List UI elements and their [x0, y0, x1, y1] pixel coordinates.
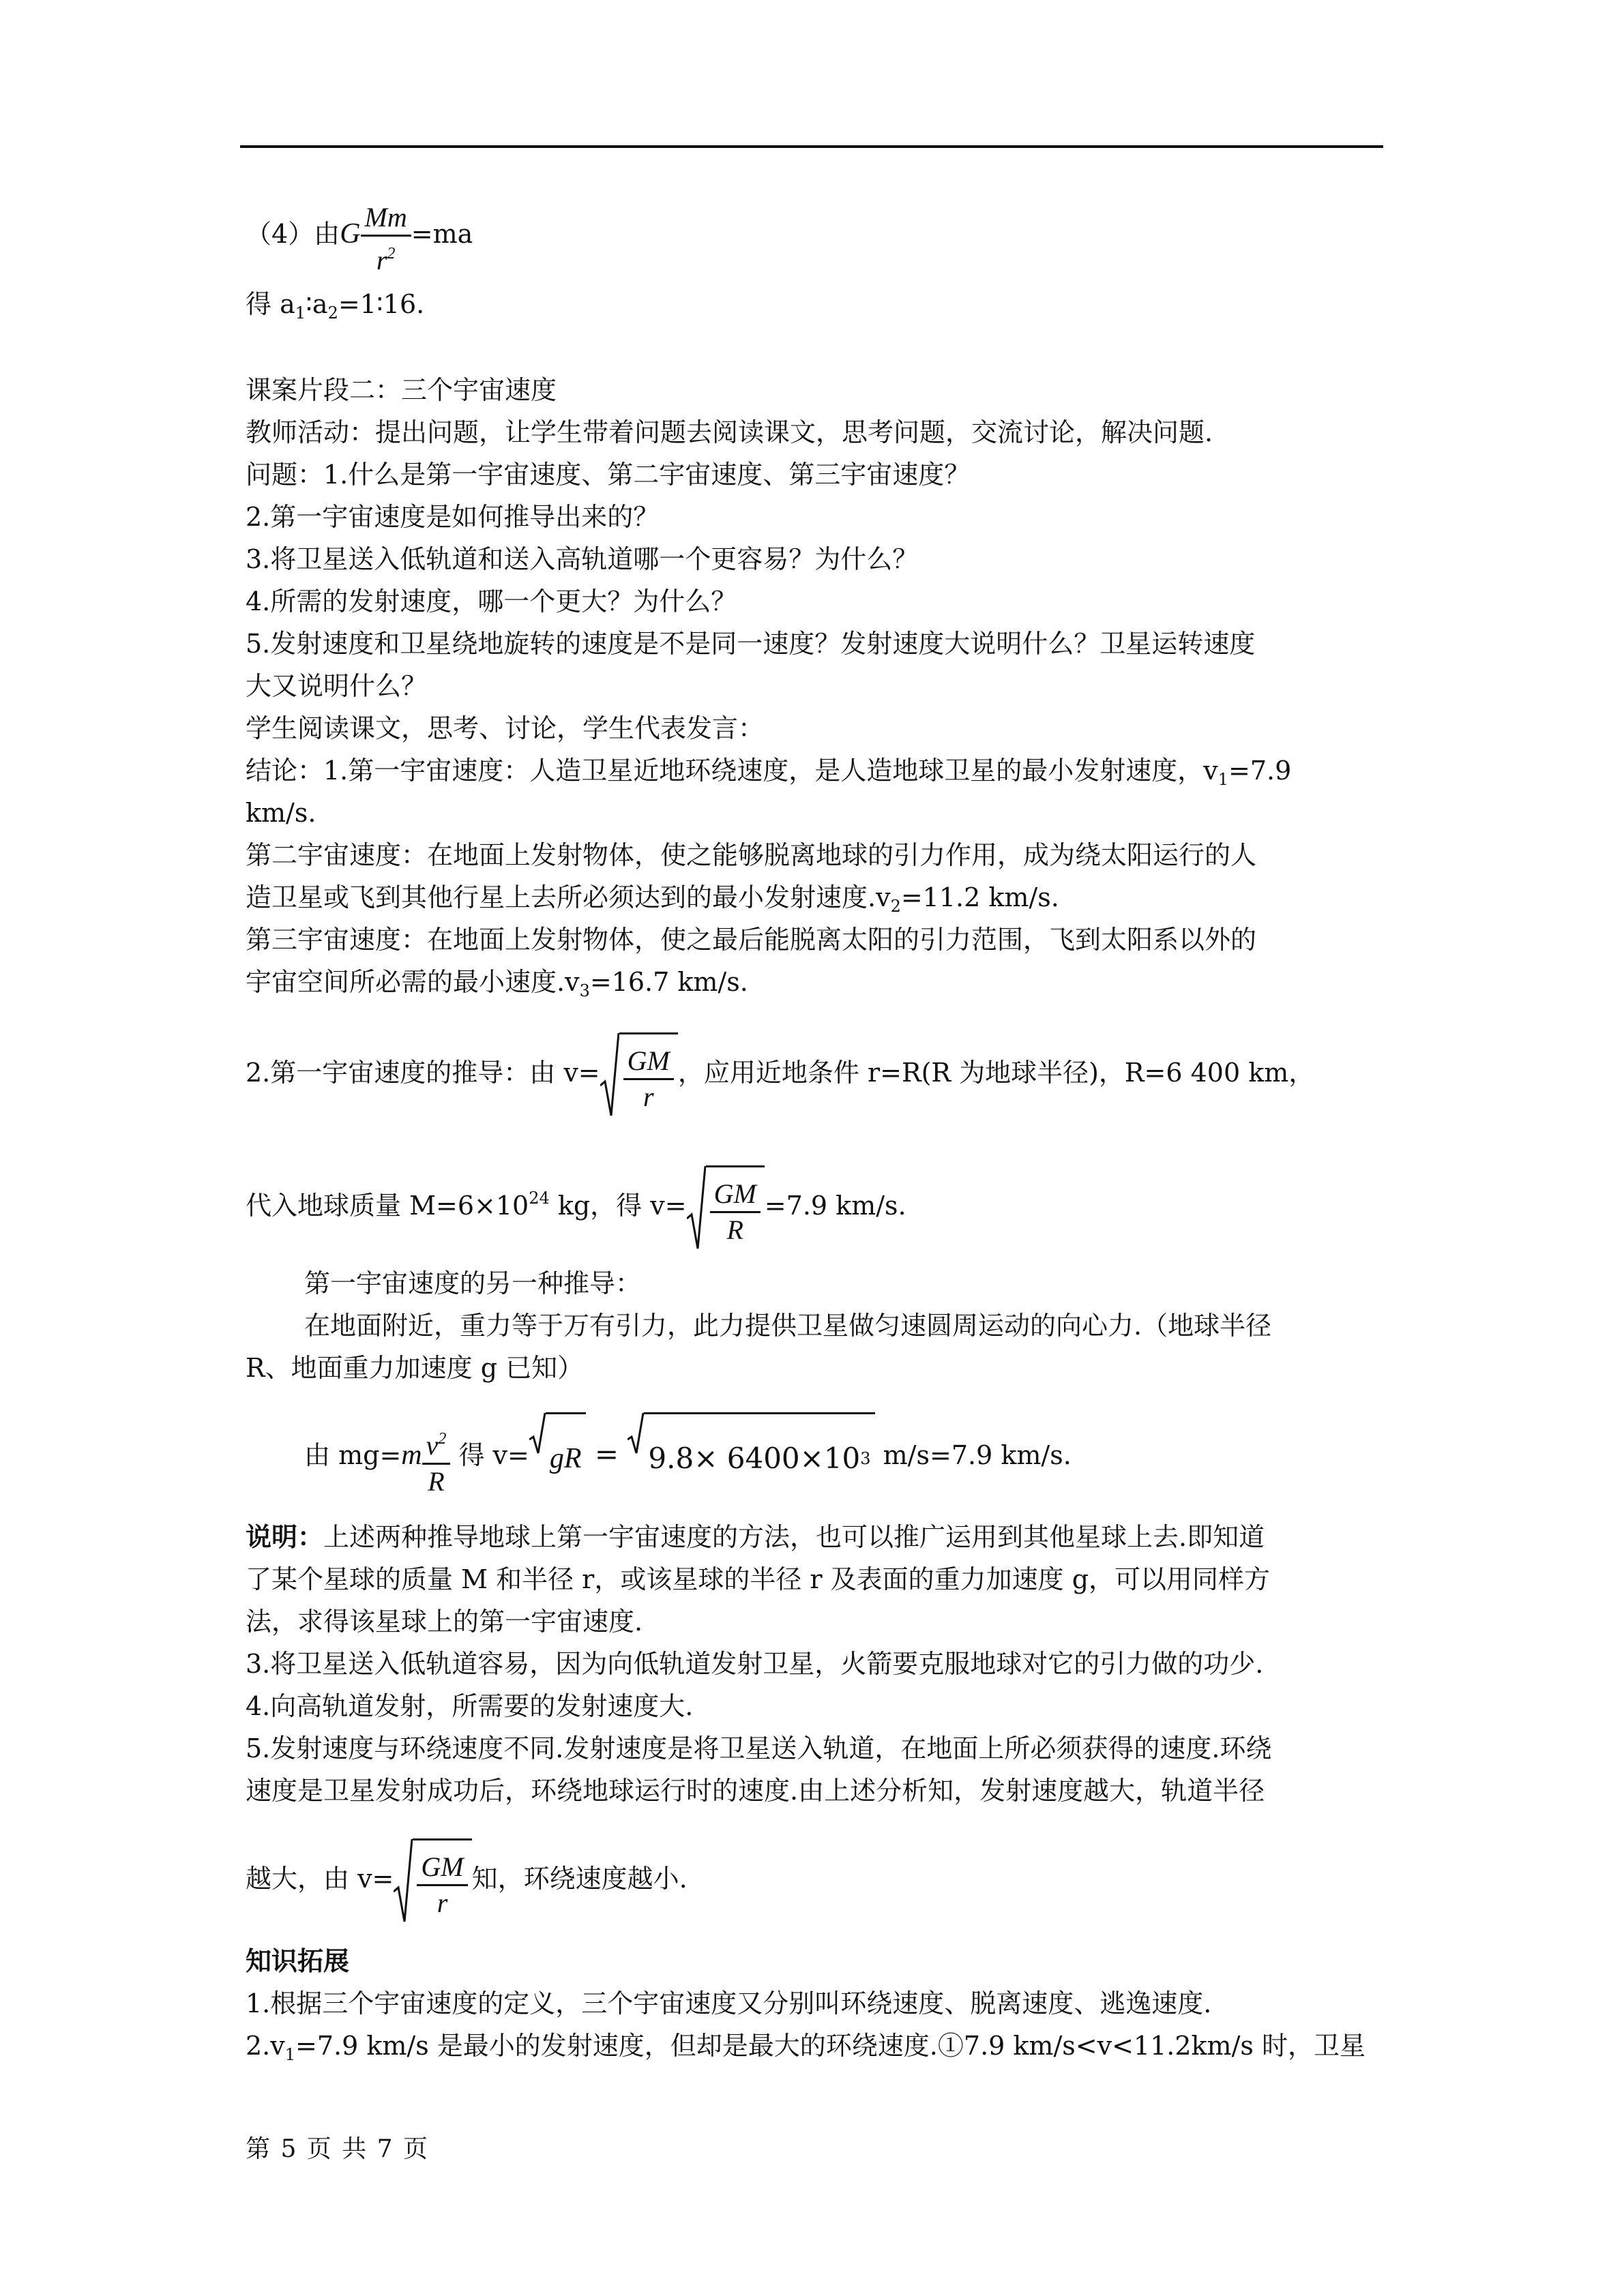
den-r: r	[376, 245, 387, 275]
fraction	[623, 1044, 674, 1114]
t: 得 a	[246, 289, 295, 319]
sub: 1	[295, 303, 306, 323]
denominator: r	[623, 1078, 674, 1114]
text-line: 4.所需的发射速度，哪一个更大？为什么？	[246, 586, 737, 616]
formula-line-v-sqrt-gm-R	[246, 1154, 906, 1245]
text-line: 5.发射速度和卫星绕地旋转的速度是不是同一速度？发射速度大说明什么？卫星运转速度	[246, 629, 1256, 659]
sup: 24	[529, 1189, 550, 1208]
text-line: 2.第一宇宙速度是如何推导出来的？	[246, 502, 660, 532]
symbol-G: G	[340, 218, 361, 250]
text-line: 法，求得该星球上的第一宇宙速度.	[246, 1607, 643, 1637]
text-line	[246, 964, 748, 1009]
text-line: 第二宇宙速度：在地面上发射物体，使之能够脱离地球的引力作用，成为绕太阳运行的人	[246, 840, 1257, 870]
text-line: km/s.	[246, 798, 316, 828]
text: （4）由	[246, 219, 340, 249]
t: 代入地球质量 M=6×10	[246, 1191, 529, 1221]
sqrt-numeric	[628, 1412, 874, 1503]
sub: 2	[327, 303, 338, 323]
section-heading: 知识拓展	[246, 1945, 350, 1976]
t: kg，得 v=	[549, 1191, 687, 1221]
text-line: 了某个星球的质量 M 和半径 r，或该星球的半径 r 及表面的重力加速度 g，可以用同样方	[246, 1564, 1271, 1594]
numerator: Mm	[364, 202, 407, 233]
denominator: R	[710, 1211, 761, 1247]
t: 由 mg=	[304, 1440, 402, 1470]
sub: 2	[890, 897, 901, 916]
text: =ma	[411, 219, 473, 249]
text-line: 速度是卫星发射成功后，环绕地球运行时的速度.由上述分析知，发射速度越大，轨道半径	[246, 1776, 1265, 1806]
text-line: 4.向高轨道发射，所需要的发射速度大.	[246, 1691, 694, 1721]
numerator: GM	[421, 1851, 464, 1882]
page-footer: 第 5 页 共 7 页	[246, 2135, 430, 2163]
text-line	[246, 2028, 1365, 2072]
text-line	[246, 753, 1291, 797]
formula-line-v-sqrt-gm-r	[246, 1028, 1314, 1117]
t: =7.9	[1228, 756, 1292, 786]
text-line: 大又说明什么？	[246, 671, 428, 701]
num-exp: 2	[438, 1430, 447, 1448]
t: 造卫星或飞到其他行星上去所必须达到的最小发射速度.v	[246, 882, 891, 912]
t: 2.第一宇宙速度的推导：由 v=	[246, 1058, 600, 1088]
denominator	[361, 235, 411, 278]
den-exp: 2	[387, 245, 396, 263]
fraction	[417, 1850, 467, 1920]
t: 结论：1.第一宇宙速度：人造卫星近地环绕速度，是人造地球卫星的最小发射速度，v	[246, 756, 1218, 786]
text-line: 教师活动：提出问题，让学生带着问题去阅读课文，思考问题，交流讨论，解决问题.	[246, 417, 1213, 447]
numerator	[422, 1422, 451, 1463]
t: m/s=7.9 km/s.	[874, 1440, 1072, 1470]
text-line: 3.将卫星送入低轨道容易，因为向低轨道发射卫星，火箭要克服地球对它的引力做的功少.	[246, 1649, 1264, 1679]
t: =16.7 km/s.	[589, 967, 748, 997]
t: =1∶16.	[338, 289, 425, 319]
sub: 1	[284, 2045, 296, 2064]
text-line: 3.将卫星送入低轨道和送入高轨道哪一个更容易？为什么？	[246, 544, 919, 574]
t: =	[585, 1437, 628, 1471]
header-rule	[240, 145, 1383, 148]
fraction	[710, 1177, 761, 1247]
t: 9.8× 6400×10	[648, 1442, 861, 1475]
t: 越大，由 v=	[246, 1864, 394, 1894]
text-line: 5.发射速度与环绕速度不同.发射速度是将卫星送入轨道，在地面上所必须获得的速度.环绕	[246, 1733, 1272, 1763]
radicand	[644, 1412, 874, 1503]
t: =7.9 km/s.	[764, 1191, 906, 1221]
formula-line-mg	[304, 1410, 1072, 1499]
radicand: gR	[546, 1412, 586, 1503]
section-title: 课案片段二：三个宇宙速度	[246, 375, 557, 405]
text-line	[246, 1519, 1265, 1555]
denominator: r	[417, 1884, 467, 1920]
sqrt-gm-over-R	[687, 1165, 765, 1251]
note-label: 说明：	[246, 1521, 324, 1552]
t: 得 v=	[450, 1440, 529, 1470]
t: 2.v	[246, 2031, 285, 2061]
sup: 3	[860, 1449, 871, 1468]
sub: 1	[1217, 770, 1229, 789]
text-line: 问题：1.什么是第一宇宙速度、第二宇宙速度、第三宇宙速度？	[246, 460, 971, 490]
numerator: GM	[627, 1045, 670, 1076]
text-line	[246, 880, 1059, 924]
t: 上述两种推导地球上第一宇宙速度的方法，也可以推广运用到其他星球上去.即知道	[323, 1522, 1265, 1552]
text-line: R、地面重力加速度 g 已知）	[246, 1353, 584, 1383]
text-line: 第一宇宙速度的另一种推导：	[304, 1268, 642, 1298]
sqrt-gR	[529, 1412, 586, 1503]
sqrt-gm-over-r	[600, 1032, 678, 1118]
sqrt-gm-over-r	[394, 1838, 471, 1924]
formula-line-gravity	[246, 196, 473, 275]
text-line: 第三宇宙速度：在地面上发射物体，使之最后能脱离太阳的引力范围，飞到太阳系以外的	[246, 925, 1257, 955]
t: ，应用近地条件 r=R(R 为地球半径)，R=6 400 km，	[677, 1058, 1315, 1088]
num-v: v	[426, 1430, 439, 1461]
symbol-m: m	[401, 1440, 422, 1471]
fraction-Mm-over-r2	[361, 200, 411, 278]
sub: 3	[579, 981, 590, 1000]
text-line: 学生阅读课文，思考、讨论，学生代表发言：	[246, 713, 765, 743]
text-line	[246, 286, 424, 331]
fraction-v2-over-R	[422, 1422, 451, 1499]
t: ∶a	[306, 289, 328, 319]
t: 知，环绕速度越小.	[471, 1864, 688, 1894]
t: =7.9 km/s 是最小的发射速度，但却是最大的环绕速度.①7.9 km/s<v<11.2km/s 时，卫星	[295, 2031, 1365, 2061]
t: =11.2 km/s.	[900, 882, 1059, 912]
text-line: 在地面附近，重力等于万有引力，此力提供卫星做匀速圆周运动的向心力.（地球半径	[304, 1311, 1272, 1341]
denominator: R	[422, 1463, 451, 1499]
numerator: GM	[713, 1178, 756, 1209]
formula-line-v-sqrt-gm-r-2	[246, 1834, 688, 1923]
text-line: 1.根据三个宇宙速度的定义，三个宇宙速度又分别叫环绕速度、脱离速度、逃逸速度.	[246, 1988, 1212, 2018]
t: 宇宙空间所必需的最小速度.v	[246, 967, 580, 997]
